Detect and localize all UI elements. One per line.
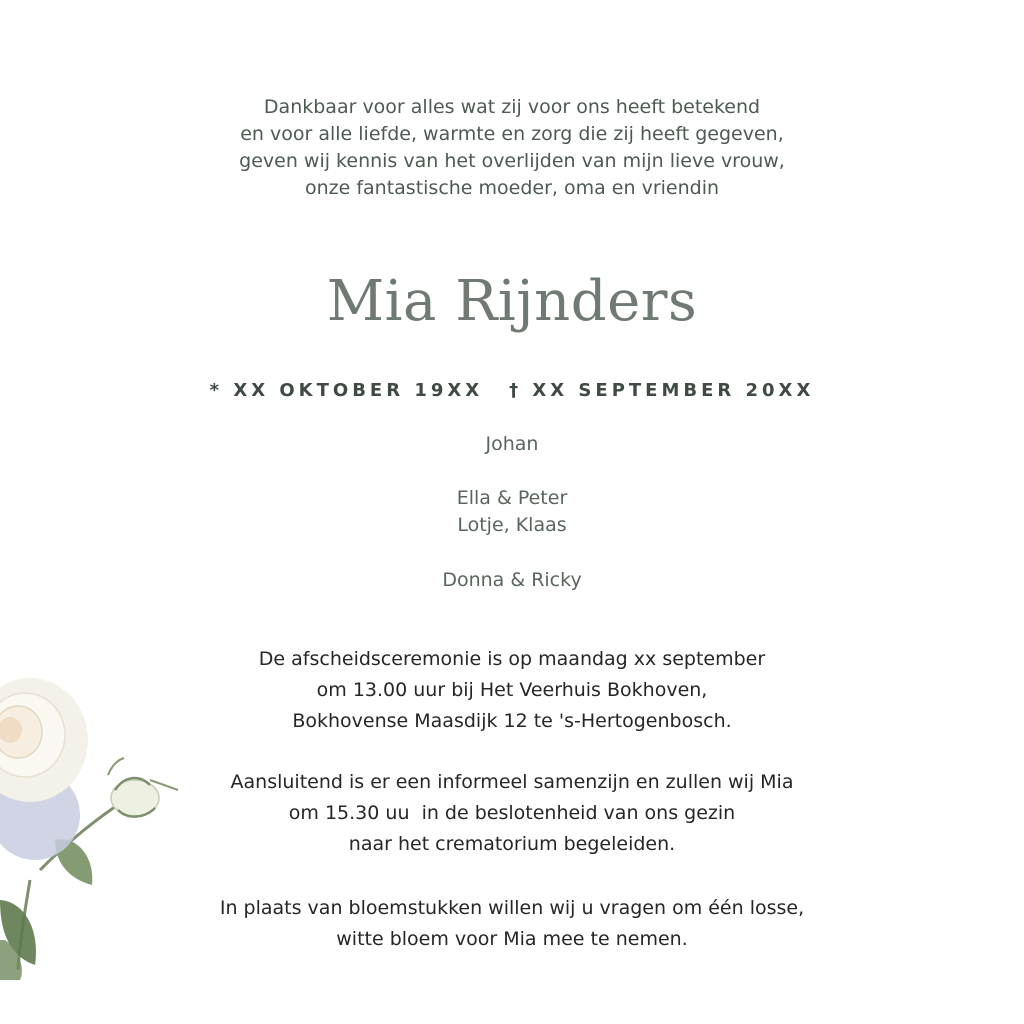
bud-sepal [108, 758, 124, 775]
ceremony-line: Bokhovense Maasdijk 12 te 's-Hertogenbosch. [292, 710, 732, 732]
request-line: In plaats van bloemstukken willen wij u vragen om één losse, [219, 897, 805, 919]
death-date: † XX SEPTEMBER 20XX [509, 380, 815, 401]
intro-line: en voor alle liefde, warmte en zorg die zij heeft gegeven, [240, 123, 784, 145]
family-partner: Johan [485, 433, 539, 455]
deceased-name: Mia Rijnders [326, 269, 698, 334]
white-rose-illustration [0, 640, 190, 980]
family-line: Lotje, Klaas [457, 514, 567, 536]
intro-line: onze fantastische moeder, oma en vriendin [304, 177, 720, 199]
intro-line: geven wij kennis van het overlijden van mijn lieve vrouw, [239, 150, 785, 172]
birth-date: * XX OKTOBER 19XX [209, 380, 484, 401]
ceremony-line: De afscheidsceremonie is op maandag xx september [258, 648, 766, 670]
intro-text [0, 94, 1024, 202]
gathering-line: naar het crematorium begeleiden. [348, 833, 676, 855]
family-line: Ella & Peter [456, 487, 568, 509]
family-children-2: Donna & Ricky [442, 569, 582, 591]
request-line: witte bloem voor Mia mee te nemen. [336, 928, 688, 950]
life-dates [0, 378, 1024, 404]
intro-line: Dankbaar voor alles wat zij voor ons heeft betekend [263, 96, 761, 118]
gathering-line: om 15.30 uu in de beslotenheid van ons gezin [288, 802, 736, 824]
family-children-1 [0, 485, 1024, 539]
gathering-line: Aansluitend is er een informeel samenzijn en zullen wij Mia [230, 771, 794, 793]
ceremony-line: om 13.00 uur bij Het Veerhuis Bokhoven, [316, 679, 708, 701]
